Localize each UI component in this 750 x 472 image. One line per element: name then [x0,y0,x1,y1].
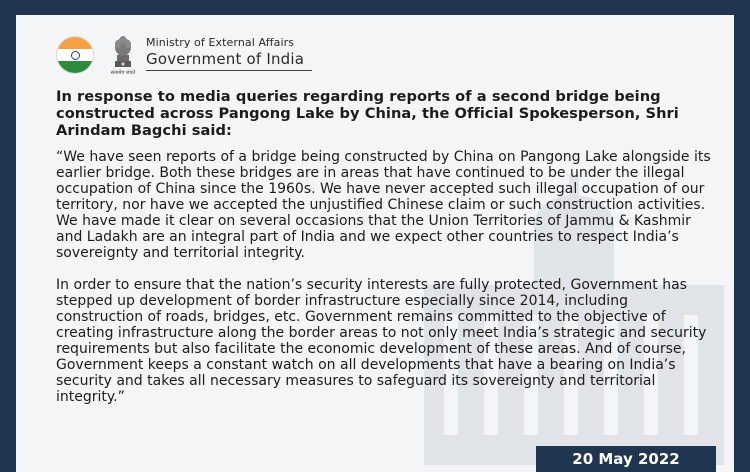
emblem-motto: सत्यमेव जयते [110,70,136,76]
statement-date: 20 May 2022 [536,446,716,472]
statement-body [56,88,718,405]
statement-paragraph-2: In order to ensure that the nation’s security interests are fully protected, Government has stepped up development of border infrastructure especially since 2014, including construction of roads, bridges, etc. Government remains committed to the objective of creating infrastructure along the border areas to not only meet India’s strategic and security requirements but also facilitate the economic development of these areas. And of course, Government keeps a constant watch on all developments that have a bearing on India’s security and takes all necessary measures to safeguard its sovereignty and territorial integrity.” [56,277,707,405]
statement-intro: In response to media queries regarding reports of a second bridge being constructed across Pangong Lake by China, the Official Spokesperson, Shri Arindam Bagchi said: [56,88,679,139]
ministry-name: Ministry of External Affairs [146,35,295,49]
ministry-title [146,36,312,71]
statement-card [16,15,734,472]
government-name: Government of India [146,49,305,68]
india-flag-icon [56,36,94,74]
title-divider [146,70,312,71]
ministry-header [56,33,312,77]
statement-paragraph-1: “We have seen reports of a bridge being constructed by China on Pangong Lake alongside its earlier bridge. Both these bridges are in areas that have continued to be under the illegal occupation of China since the 1960s. We have never accepted such illegal occupation of our territory, nor have we accepted the unjustified Chinese claim or such construction activities. We have made it clear on several occasions that the Union Territories of Jammu & Kashmir and Ladakh are an integral part of India and we expect other countries to respect India’s sovereignty and territorial integrity. [56,149,711,261]
national-emblem-icon [108,33,138,77]
